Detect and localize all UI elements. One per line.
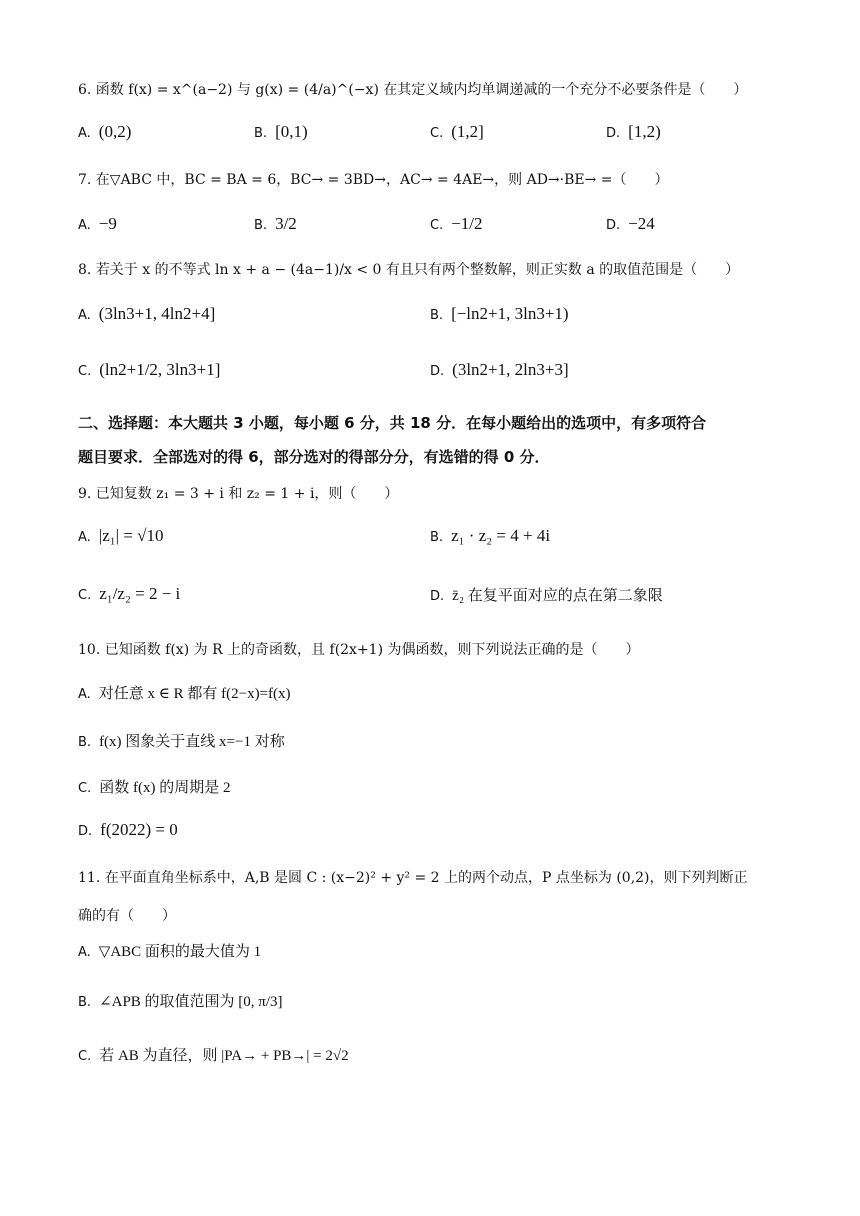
option-label: A.: [78, 530, 91, 545]
q6-option-b[interactable]: [254, 122, 308, 142]
option-label: D.: [430, 364, 445, 379]
q7-option-a[interactable]: [78, 214, 117, 234]
option-value: z̄₂ 在复平面对应的点在第二象限: [452, 588, 663, 604]
option-label: B.: [78, 735, 92, 750]
q7-option-d[interactable]: [606, 214, 655, 234]
option-label: B.: [78, 995, 92, 1010]
section-2-heading-line-1: 二、选择题：本大题共 3 小题，每小题 6 分，共 18 分．在每小题给出的选项中，有多项符合: [78, 414, 707, 432]
option-label: A.: [78, 126, 91, 141]
question-9-stem: 9. 已知复数 z₁ = 3 + i 和 z₂ = 1 + i，则（ ）: [78, 486, 399, 502]
option-value: (3ln3+1, 4ln2+4]: [98, 304, 216, 323]
q8-option-d[interactable]: [430, 360, 569, 380]
q10-option-a[interactable]: [78, 682, 291, 703]
option-label: D.: [78, 824, 93, 839]
question-11-stem-line-2: 确的有（ ）: [78, 908, 176, 924]
option-value: −24: [628, 214, 655, 233]
option-label: C.: [78, 1049, 92, 1064]
option-label: D.: [606, 126, 621, 141]
option-label: A.: [78, 945, 91, 960]
question-10-stem: 10. 已知函数 f(x) 为 R 上的奇函数，且 f(2x+1) 为偶函数，则下列说法正确的是（ ）: [78, 642, 640, 658]
option-value: −1/2: [451, 214, 483, 233]
q8-option-c[interactable]: [78, 360, 220, 380]
option-label: A.: [78, 687, 91, 702]
q9-option-c[interactable]: [78, 584, 180, 604]
option-label: C.: [430, 218, 444, 233]
q9-option-d[interactable]: [430, 584, 663, 605]
option-value: 函数 f(x) 的周期是 2: [99, 780, 231, 796]
option-label: A.: [78, 218, 91, 233]
option-value: (0,2): [98, 122, 132, 141]
option-label: C.: [430, 126, 444, 141]
q6-option-c[interactable]: [430, 122, 484, 142]
q11-option-b[interactable]: [78, 990, 283, 1011]
option-label: D.: [430, 589, 445, 604]
q7-option-c[interactable]: [430, 214, 483, 234]
option-label: C.: [78, 781, 92, 796]
option-label: C.: [78, 364, 92, 379]
option-value: ∠APB 的取值范围为 [0, π/3]: [99, 994, 283, 1010]
option-label: B.: [254, 218, 268, 233]
option-label: B.: [430, 308, 444, 323]
q10-option-d[interactable]: [78, 820, 178, 840]
option-value: [0,1): [275, 122, 308, 141]
option-value: z₁ · z₂ = 4 + 4i: [451, 526, 551, 545]
option-value: [−ln2+1, 3ln3+1): [451, 304, 569, 323]
option-label: C.: [78, 588, 92, 603]
option-value: (ln2+1/2, 3ln3+1]: [99, 360, 221, 379]
option-value: −9: [98, 214, 117, 233]
option-label: B.: [430, 530, 444, 545]
option-label: D.: [606, 218, 621, 233]
question-8-stem: 8. 若关于 x 的不等式 ln x + a − (4a−1)/x < 0 有且只有两个整数解，则正实数 a 的取值范围是（ ）: [78, 262, 740, 278]
option-value: [1,2): [628, 122, 661, 141]
q9-option-b[interactable]: [430, 526, 550, 546]
option-value: |z₁| = √10: [98, 526, 164, 545]
option-value: 若 AB 为直径，则 |PA→ + PB→| = 2√2: [99, 1048, 349, 1064]
q8-option-b[interactable]: [430, 304, 569, 324]
option-value: (1,2]: [451, 122, 484, 141]
option-value: 3/2: [275, 214, 297, 233]
option-value: f(x) 图象关于直线 x=−1 对称: [99, 734, 285, 750]
question-11-stem-line-1: 11. 在平面直角坐标系中，A,B 是圆 C : (x−2)² + y² = 2 上的两个动点，P 点坐标为 (0,2)，则下列判断正: [78, 870, 748, 886]
q8-option-a[interactable]: [78, 304, 215, 324]
q10-option-c[interactable]: [78, 776, 230, 797]
section-2-heading-line-2: 题目要求．全部选对的得 6，部分选对的得部分分，有选错的得 0 分．: [78, 448, 550, 466]
q11-option-c[interactable]: [78, 1044, 349, 1065]
option-value: f(2022) = 0: [100, 820, 178, 839]
q9-option-a[interactable]: [78, 526, 164, 546]
q6-option-d[interactable]: [606, 122, 661, 142]
option-value: (3ln2+1, 2ln3+3]: [452, 360, 569, 379]
q11-option-a[interactable]: [78, 940, 261, 961]
option-value: z₁/z₂ = 2 − i: [99, 584, 181, 603]
option-label: A.: [78, 308, 91, 323]
option-value: ▽ABC 面积的最大值为 1: [98, 944, 262, 960]
option-label: B.: [254, 126, 268, 141]
question-6-stem: 6. 函数 f(x) = x^(a−2) 与 g(x) = (4/a)^(−x) 在其定义域内均单调递减的一个充分不必要条件是（ ）: [78, 82, 748, 98]
option-value: 对任意 x ∈ R 都有 f(2−x)=f(x): [98, 686, 291, 702]
q7-option-b[interactable]: [254, 214, 297, 234]
q6-option-a[interactable]: [78, 122, 131, 142]
q10-option-b[interactable]: [78, 730, 285, 751]
question-7-stem: 7. 在▽ABC 中，BC = BA = 6，BC→ = 3BD→，AC→ = 4AE→，则 AD→·BE→ =（ ）: [78, 172, 669, 188]
